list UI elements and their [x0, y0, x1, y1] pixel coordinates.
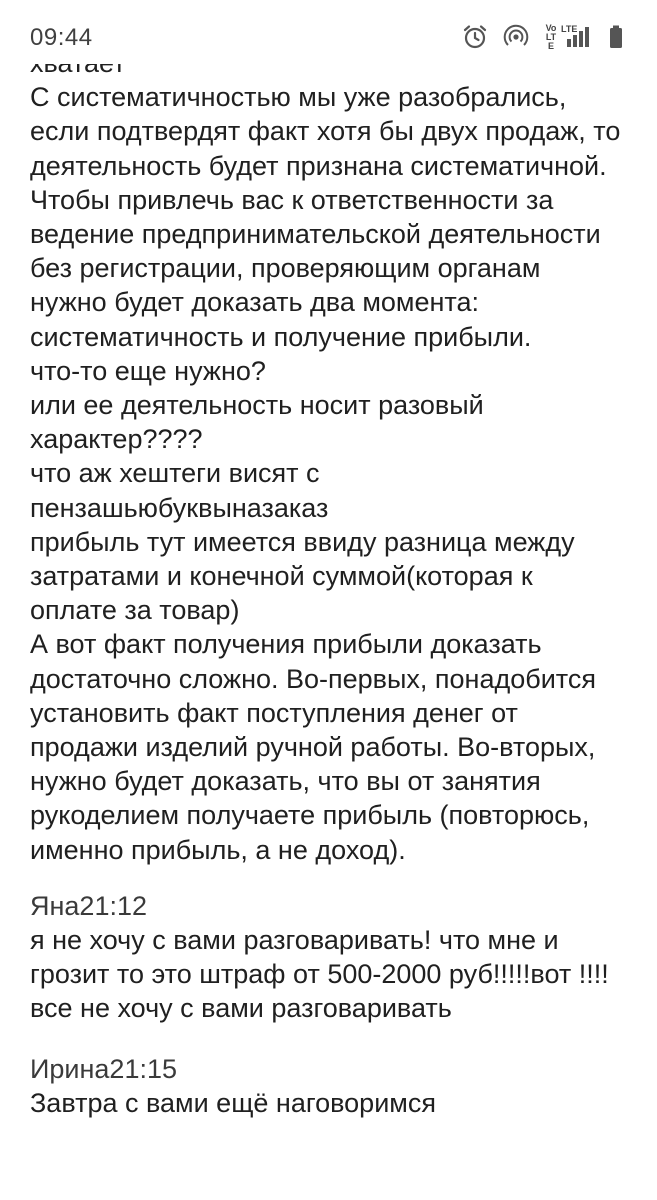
lte-signal-icon	[561, 25, 595, 49]
quoted-line: деятельность будет признана систематичной.	[30, 150, 607, 181]
lte-label: LTE	[561, 24, 578, 34]
status-icons	[462, 22, 623, 52]
quoted-line: или ее деятельность носит разовый	[30, 390, 484, 421]
hotspot-icon	[502, 23, 530, 51]
volte-icon	[544, 24, 595, 51]
status-time: 09:44	[30, 24, 93, 51]
message-line: грозит то это штраф от 500-2000 руб!!!!!вот !!!!	[30, 959, 609, 990]
quoted-line: А вот факт получения прибыли доказать	[30, 629, 542, 660]
quoted-line: достаточно сложно. Во-первых, понадобится	[30, 663, 596, 694]
message-irina	[30, 1052, 640, 1120]
quoted-line: установить факт поступления денег от	[30, 697, 518, 728]
quoted-line: нужно будет доказать, что вы от занятия	[30, 766, 541, 797]
quoted-line: характер????	[30, 424, 203, 455]
status-bar	[0, 0, 657, 64]
message-author: Яна21:12	[30, 890, 147, 921]
message-yana	[30, 889, 640, 1026]
quoted-line: продажи изделий ручной работы. Во-вторых,	[30, 732, 596, 763]
quoted-line: что-то еще нужно?	[30, 355, 266, 386]
quoted-line: затратами и конечной суммой(которая к	[30, 561, 533, 592]
quoted-line: прибыль тут имеется ввиду разница между	[30, 526, 575, 557]
quoted-line: если подтвердят факт хотя бы двух продаж, то	[30, 116, 621, 147]
message-line: все не хочу с вами разговаривать	[30, 993, 452, 1024]
message-line: Завтра с вами ещё наговоримся	[30, 1087, 436, 1118]
quoted-line: оплате за товар)	[30, 595, 240, 626]
quoted-line: нужно будет доказать два момента:	[30, 287, 480, 318]
quoted-line: без регистрации, проверяющим органам	[30, 253, 541, 284]
quoted-line: ведение предпринимательской деятельности	[30, 219, 601, 250]
quoted-message	[30, 46, 640, 867]
volte-label: Vo LTE	[545, 22, 557, 51]
message-author: Ирина21:15	[30, 1053, 177, 1084]
alarm-icon	[462, 24, 488, 50]
battery-icon	[609, 25, 623, 49]
quoted-line: Чтобы привлечь вас к ответственности за	[30, 184, 554, 215]
quoted-line: рукоделием получаете прибыль (повторюсь,	[30, 800, 590, 831]
quoted-line: систематичность и получение прибыли.	[30, 321, 532, 352]
message-line: я не хочу с вами разговаривать! что мне и	[30, 925, 559, 956]
quoted-line: С систематичностью мы уже разобрались,	[30, 82, 567, 113]
quoted-line: пензашьюбуквыназаказ	[30, 492, 329, 523]
message-text	[30, 923, 640, 1026]
quoted-line: что аж хештеги висят с	[30, 458, 320, 489]
message-text	[30, 1086, 640, 1120]
chat-content	[30, 46, 640, 1120]
quoted-line: именно прибыль, а не доход).	[30, 834, 406, 865]
